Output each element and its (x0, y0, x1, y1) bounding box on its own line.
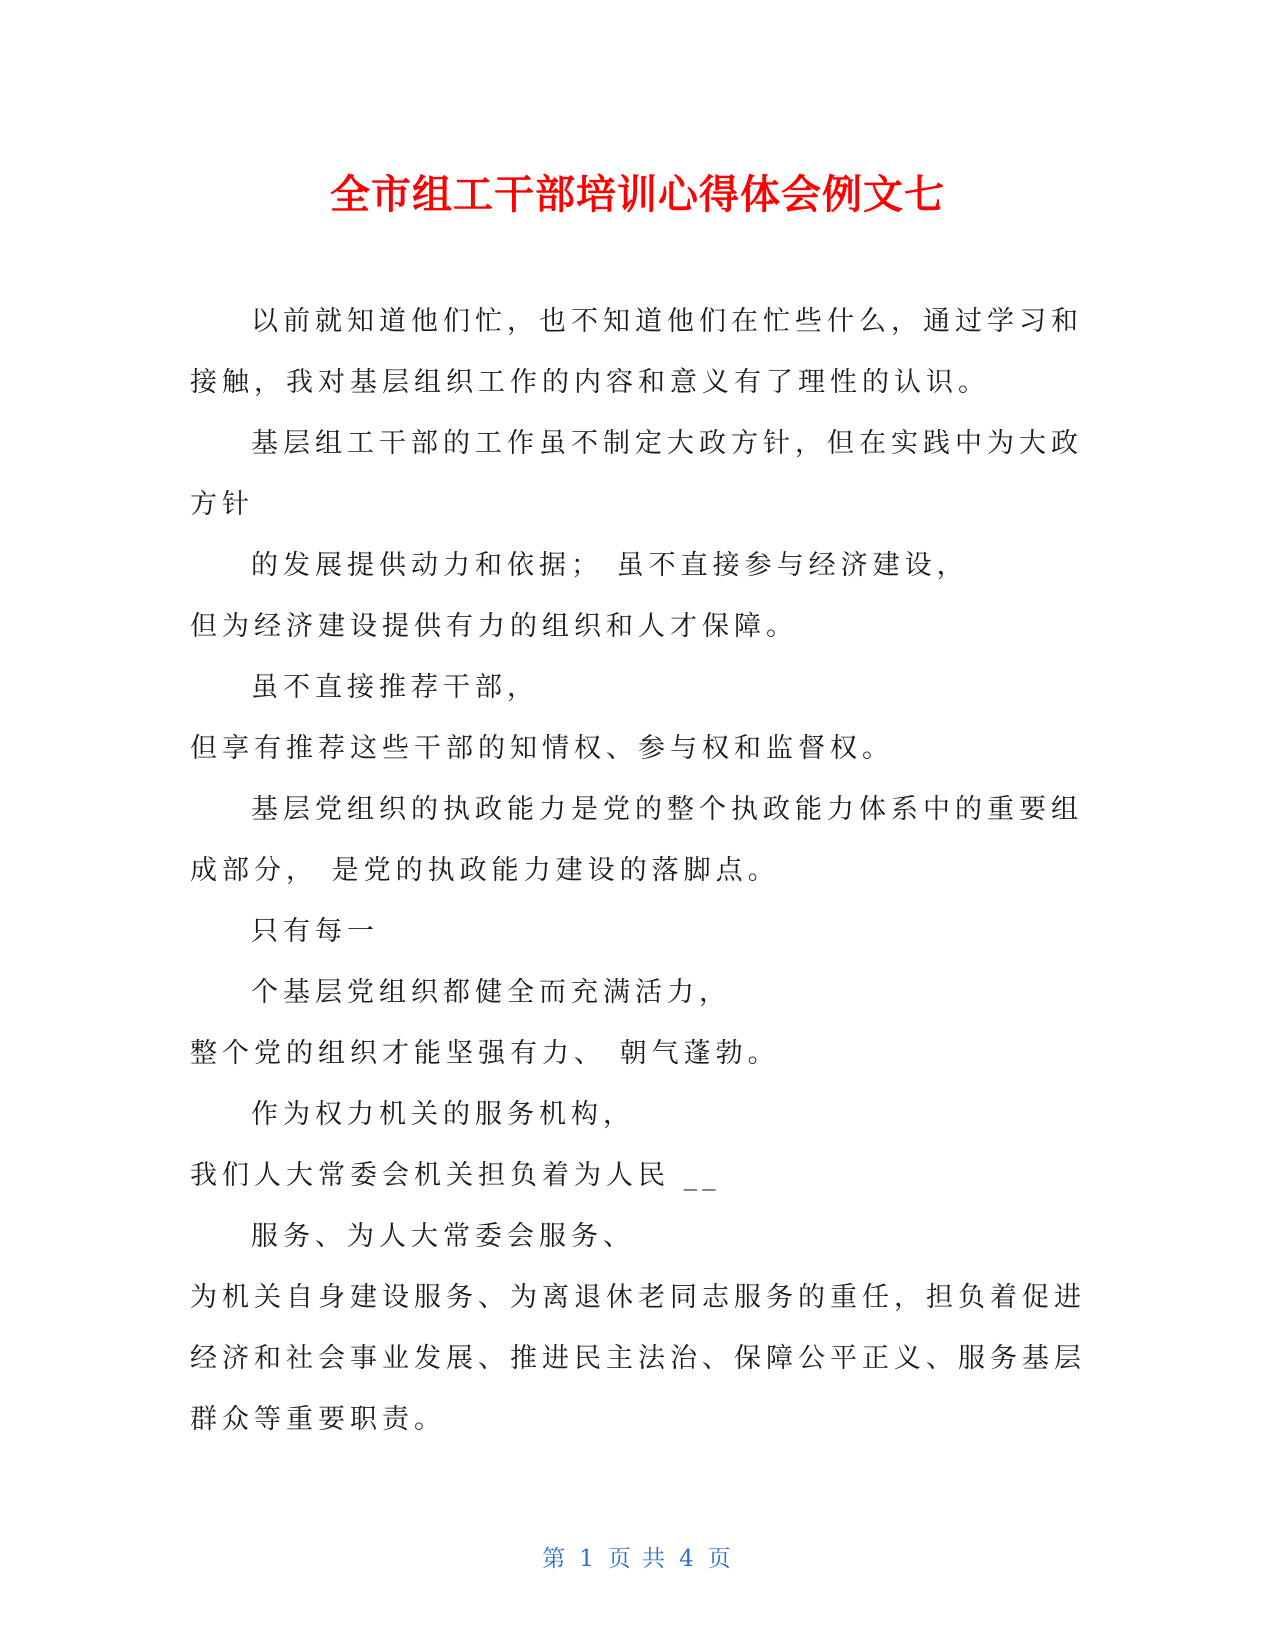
body-line: 以前就知道他们忙，也不知道他们在忙些什么，通过学习和 (251, 306, 1083, 337)
body-line: 服务、为人大常委会服务、 (251, 1221, 635, 1252)
body-line: 虽不直接推荐干部， (251, 672, 539, 703)
page-footer (0, 1540, 1275, 1573)
body-line: 但享有推荐这些干部的知情权、参与权和监督权。 (190, 733, 894, 764)
body-line: 作为权力机关的服务机构， (251, 1099, 635, 1130)
page-label-suffix: 页 (707, 1546, 733, 1572)
body-line: 成部分， 是党的执政能力建设的落脚点。 (190, 855, 780, 886)
body-line: 整个党的组织才能坚强有力、 朝气蓬勃。 (190, 1038, 780, 1069)
body-line: 我们人大常委会机关担负着为人民 __ (190, 1160, 721, 1191)
body-line: 个基层党组织都健全而充满活力， (251, 977, 731, 1008)
document-body (190, 291, 1086, 1450)
body-line: 为机关自身建设服务、为离退休老同志服务的重任，担负着促进 (190, 1282, 1086, 1313)
body-line: 但为经济建设提供有力的组织和人才保障。 (190, 611, 798, 642)
body-line: 只有每一 (251, 916, 379, 947)
document-title: 全市组工干部培训心得体会例文七 (330, 172, 945, 218)
page-label-mid: 页 共 (607, 1546, 668, 1572)
page-label-prefix: 第 (542, 1546, 568, 1572)
body-line: 经济和社会事业发展、推进民主法治、保障公平正义、服务基层 (190, 1343, 1086, 1374)
body-line: 的发展提供动力和依据； 虽不直接参与经济建设， (251, 550, 969, 581)
body-line: 基层组工干部的工作虽不制定大政方针，但在实践中为大政 (251, 428, 1083, 459)
body-line: 接触，我对基层组织工作的内容和意义有了理性的认识。 (190, 367, 990, 398)
total-page-count: 4 (679, 1546, 696, 1572)
body-line: 方针 (190, 489, 254, 520)
current-page-number: 1 (579, 1546, 596, 1572)
body-line: 基层党组织的执政能力是党的整个执政能力体系中的重要组 (251, 794, 1083, 825)
body-line: 群众等重要职责。 (190, 1404, 446, 1435)
